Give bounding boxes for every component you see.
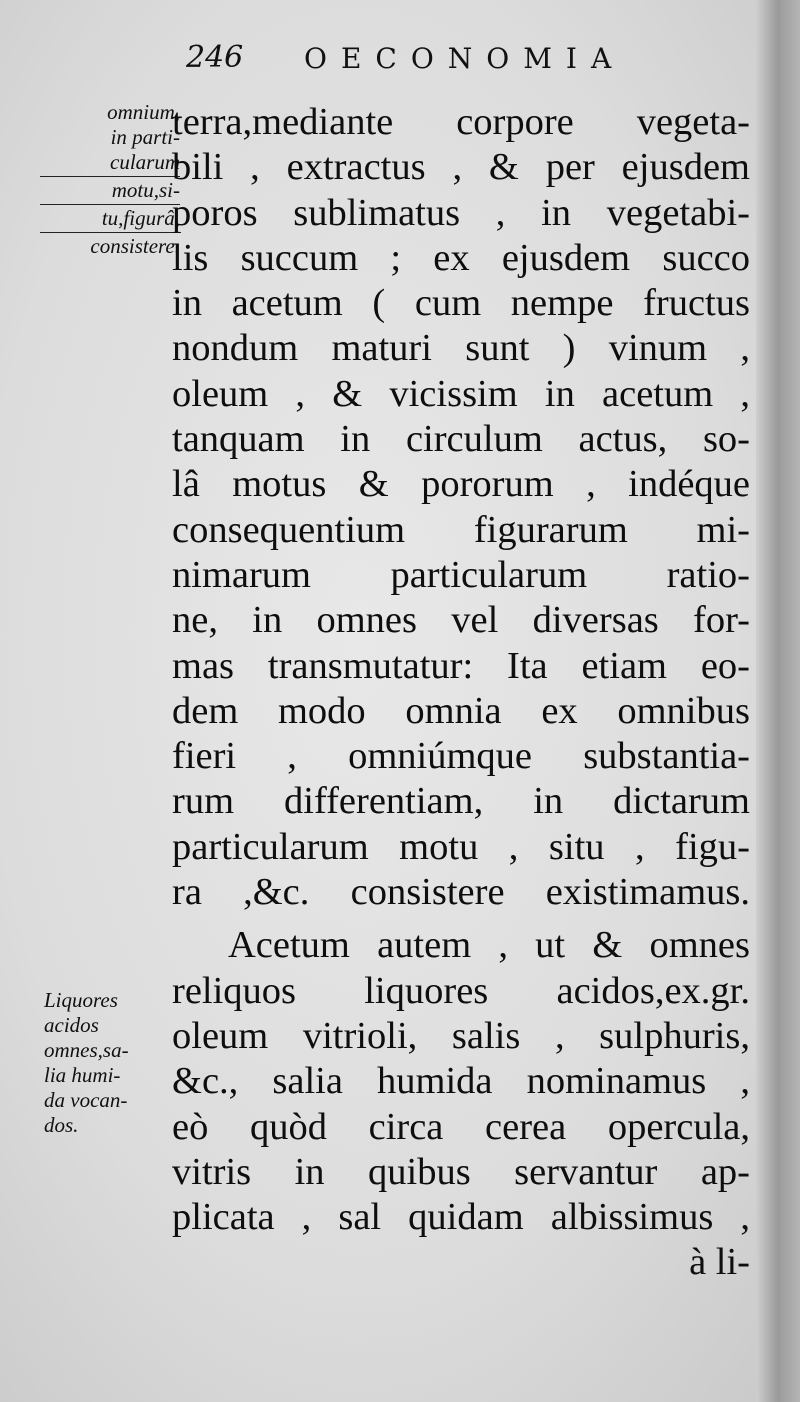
marginal-note-line: omnes,sa- [44,1038,129,1062]
page-edge-shadow [756,0,800,1402]
marginal-note-line: lia humi- [44,1063,121,1087]
running-title: OECONOMIA [304,42,626,75]
marginal-note-line: omnium, [107,100,180,124]
text-line: in acetum ( cum nempe fructus [172,282,750,325]
marginal-note-line: dos. [44,1113,79,1137]
body-text [172,100,750,1286]
text-line: terra,mediante corpore vegeta- [172,101,750,143]
text-line: lis succum ; ex ejusdem succo [172,236,750,279]
text-line: ra ,&c. consistere existimamus. [172,871,750,914]
text-line: eò quòd circa cerea opercula, [172,1105,750,1148]
text-line: consequentium figurarum mi- [172,508,750,551]
page-header [186,40,686,84]
marginal-note-1 [40,100,180,259]
text-line: nimarum particularum ratio- [172,553,750,596]
text-line: nondum maturi sunt ) vinum , [172,327,750,370]
text-line: fieri , omniúmque substantia- [172,735,750,778]
marginal-note-line: Liquores [44,988,118,1012]
text-line: &c., salia humida nominamus , [172,1060,750,1103]
text-line: tanquam in circulum actus, so- [172,418,750,461]
page-number: 246 [186,40,244,75]
marginal-note-line: in parti- [110,125,180,149]
text-line: poros sublimatus , in vegetabi- [172,191,750,234]
text-line: mas transmutatur: Ita etiam eo- [172,644,750,687]
text-line: oleum vitrioli, salis , sulphuris, [172,1014,750,1057]
text-line: plicata , sal quidam albissimus , [172,1196,750,1239]
paragraph-start-line: Acetum autem , ut & omnes [228,924,750,967]
text-line: particularum motu , situ , figu- [172,825,750,868]
text-line: bili , extractus , & per ejusdem [172,146,750,189]
text-line: vitris in quibus servantur ap- [172,1150,750,1193]
marginal-note-line: acidos [44,1013,99,1037]
marginal-note-line: consistere. [90,234,180,258]
marginal-note-2 [44,988,174,1138]
marginal-note-line: motu,si- [40,178,180,205]
text-line: lâ motus & pororum , indéque [172,463,750,506]
text-line: dem modo omnia ex omnibus [172,689,750,732]
text-line: oleum , & vicissim in acetum , [172,372,750,415]
text-line: ne, in omnes vel diversas for- [172,599,750,642]
text-line: rum differentiam, in dictarum [172,780,750,823]
marginal-note-line: tu,figurâ, [40,206,180,233]
catchword: à li- [689,1241,750,1284]
marginal-note-line: cularum [40,150,180,177]
marginal-note-line: da vocan- [44,1088,128,1112]
text-line: reliquos liquores acidos,ex.gr. [172,969,750,1012]
